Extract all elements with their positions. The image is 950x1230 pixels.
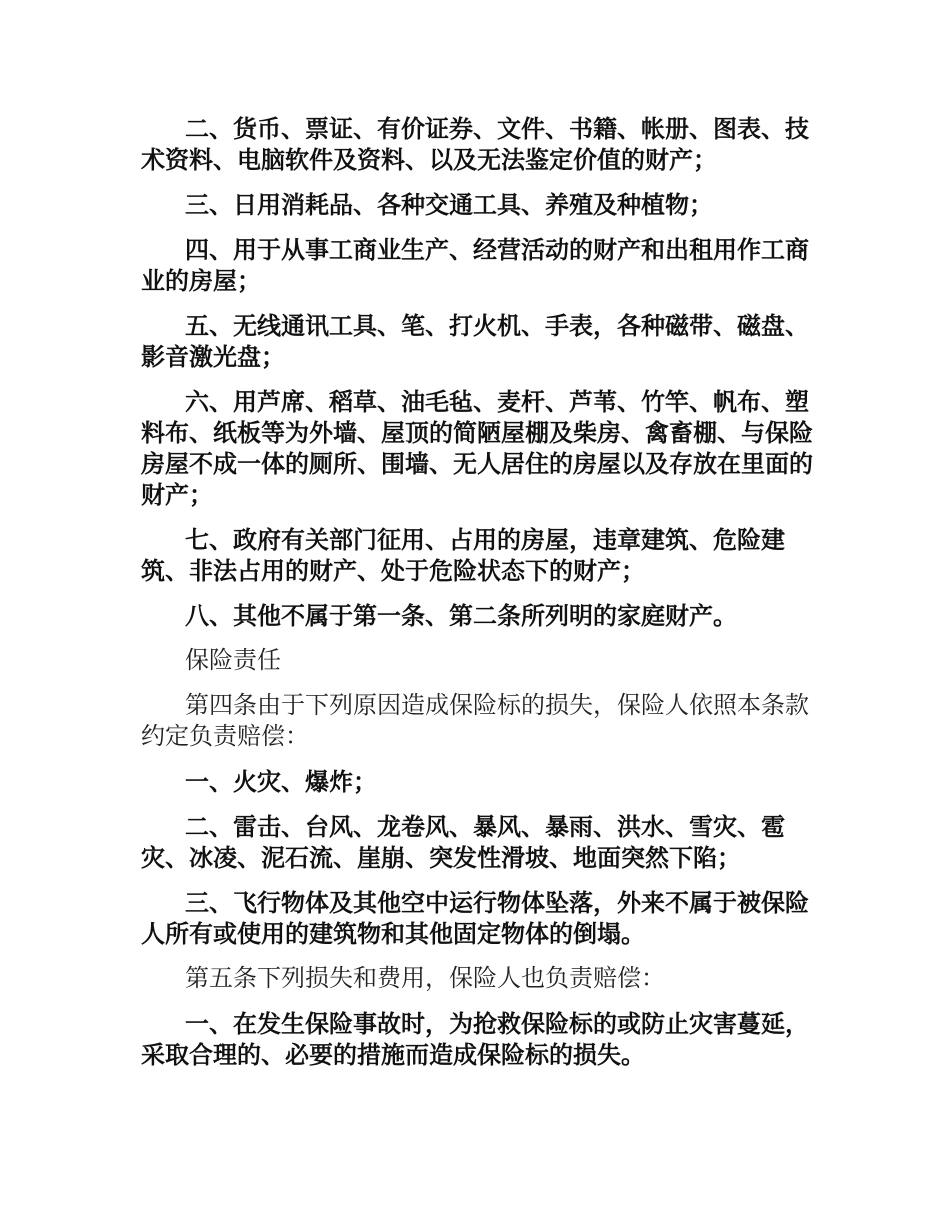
exclusion-item-7: 七、政府有关部门征用、占用的房屋，违章建筑、危险建筑、非法占用的财产、处于危险状态下的财产； (141, 525, 785, 585)
exclusion-item-2: 二、货币、票证、有价证券、文件、书籍、帐册、图表、技术资料、电脑软件及资料、以及无法鉴定价值的财产； (141, 114, 809, 174)
exclusion-item-5: 五、无线通讯工具、笔、打火机、手表，各种磁带、磁盘、影音激光盘； (141, 311, 809, 371)
exclusion-item-4: 四、用于从事工商业生产、经营活动的财产和出租用作工商业的房屋； (141, 235, 809, 295)
liability-item-2: 二、雷击、台风、龙卷风、暴风、暴雨、洪水、雪灾、雹灾、冰凌、泥石流、崖崩、突发性滑坡、地面突然下陷； (141, 812, 785, 872)
article-4-intro: 第四条由于下列原因造成保险标的损失，保险人依照本条款约定负责赔偿： (141, 691, 809, 750)
liability-item-1: 一、火灾、爆炸； (185, 767, 377, 796)
article-5-item-1: 一、在发生保险事故时，为抢救保险标的或防止灾害蔓延，采取合理的、必要的措施而造成保险标的损失。 (141, 1009, 809, 1069)
document-page (141, 113, 813, 1084)
exclusion-item-8: 八、其他不属于第一条、第二条所列明的家庭财产。 (185, 601, 737, 630)
exclusion-item-6: 六、用芦席、稻草、油毛毡、麦杆、芦苇、竹竿、帆布、塑料布、纸板等为外墙、屋顶的简陋屋棚及柴房、禽畜棚、与保险房屋不成一体的厕所、围墙、无人居住的房屋以及存放在里面的财产； (141, 387, 813, 509)
liability-item-3: 三、飞行物体及其他空中运行物体坠落，外来不属于被保险人所有或使用的建筑物和其他固定物体的倒塌。 (141, 888, 809, 948)
section-heading-insurance-liability: 保险责任 (185, 646, 281, 674)
article-5-intro: 第五条下列损失和费用，保险人也负责赔偿： (185, 964, 665, 992)
exclusion-item-3: 三、日用消耗品、各种交通工具、养殖及种植物； (185, 190, 713, 219)
